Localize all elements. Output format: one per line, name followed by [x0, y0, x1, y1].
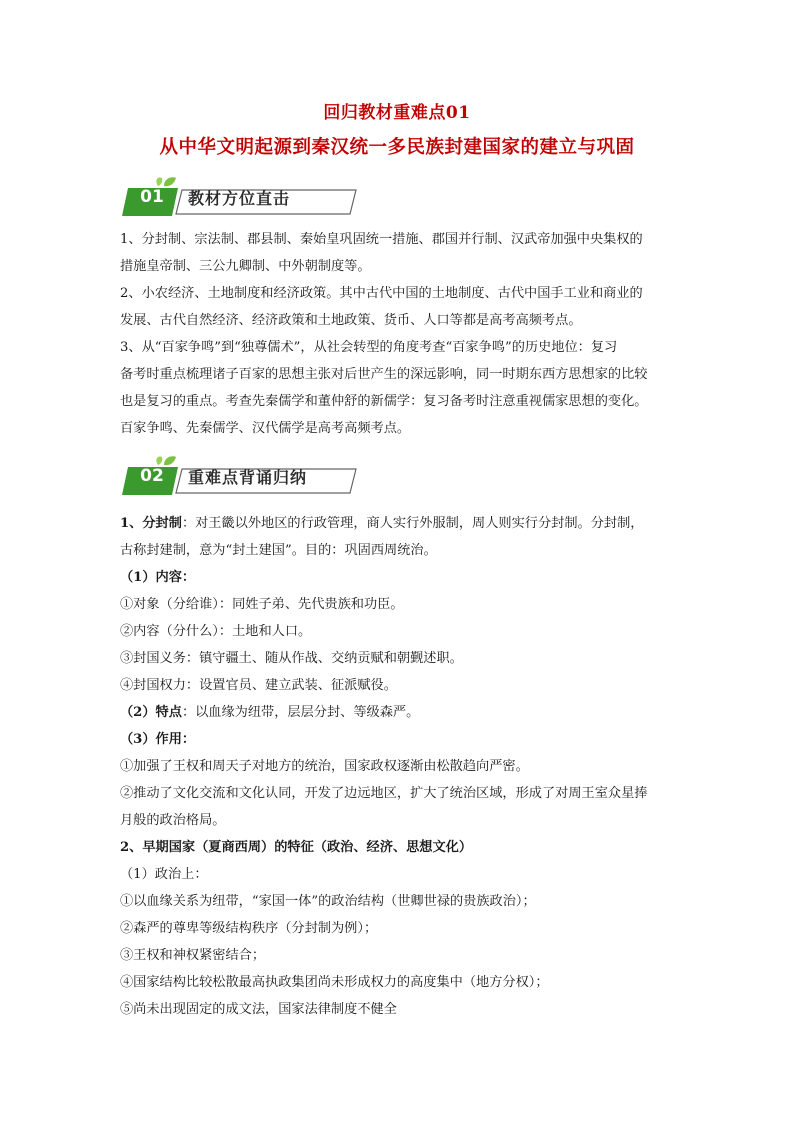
- leaf-icon: [164, 456, 176, 465]
- text-line: 措施皇帝制、三公九卿制、中外朝制度等。: [120, 259, 371, 274]
- text-line: 3、从“百家争鸣”到“独尊儒术”，从社会转型的角度考查“百家争鸣”的历史地位：复习: [120, 340, 618, 355]
- list-item: ①加强了王权和周天子对地方的统治，国家政权逐渐由松散趋向严密。: [120, 759, 529, 774]
- list-item: ①对象（分给谁）：同姓子弟、先代贵族和功臣。: [120, 597, 404, 612]
- doc-subtitle: 从中华文明起源到秦汉统一多民族封建国家的建立与巩固: [159, 137, 635, 158]
- section-title: 重难点背诵归纳: [188, 468, 308, 487]
- section-title: 教材方位直击: [188, 189, 291, 208]
- subheading: （1）内容：: [120, 570, 196, 585]
- list-item: ③王权和神权紧密结合；: [120, 948, 266, 963]
- subheading: （1）政治上：: [120, 867, 208, 882]
- paragraph-feature: （2）特点：以血缘为纽带，层层分封、等级森严。: [120, 705, 420, 720]
- text-line: 发展、古代自然经济、经济政策和土地政策、货币、人口等都是高考高频考点。: [120, 313, 582, 328]
- section1-body: [120, 226, 680, 442]
- list-item: ②内容（分什么）：土地和人口。: [120, 624, 312, 639]
- section-number: 01: [140, 187, 164, 207]
- doc-title: 回归教材重难点01: [323, 103, 471, 123]
- list-item: ⑤尚未出现固定的成文法，国家法律制度不健全: [120, 1002, 397, 1017]
- list-item: ②推动了文化交流和文化认同，开发了边远地区，扩大了统治区域，形成了对周王室众星捧: [120, 786, 648, 801]
- list-item: 月般的政治格局。: [120, 813, 226, 828]
- section-header-1: [120, 176, 360, 218]
- list-item: ②森严的尊卑等级结构秩序（分封制为例）；: [120, 921, 378, 936]
- section2-body: [120, 510, 680, 1023]
- list-item: ④国家结构比较松散最高执政集团尚未形成权力的高度集中（地方分权）；: [120, 975, 549, 990]
- subheading: （3）作用：: [120, 732, 196, 747]
- section-header-2: [120, 455, 360, 497]
- subheading: 2、早期国家（夏商西周）的特征（政治、经济、思想文化）: [120, 840, 473, 855]
- text-line: 2、小农经济、土地制度和经济政策。其中古代中国的土地制度、古代中国手工业和商业的: [120, 286, 643, 301]
- leaf-icon: [164, 177, 176, 186]
- list-item: ③封国义务：镇守疆土、随从作战、交纳贡赋和朝觐述职。: [120, 651, 463, 666]
- section-number: 02: [140, 466, 164, 486]
- text-line: 也是复习的重点。考查先秦儒学和董仲舒的新儒学：复习备考时注意重视儒家思想的变化。: [120, 394, 648, 409]
- paragraph-fengjian: 1、分封制：对王畿以外地区的行政管理，商人实行外服制，周人则实行分封制。分封制，: [120, 516, 644, 531]
- list-item: ④封国权力：设置官员、建立武装、征派赋役。: [120, 678, 397, 693]
- text-line: 百家争鸣、先秦儒学、汉代儒学是高考高频考点。: [120, 421, 411, 436]
- list-item: ①以血缘关系为纽带，“家国一体”的政治结构（世卿世禄的贵族政治）；: [120, 894, 536, 909]
- text-line: 古称封建制，意为“封土建国”。目的：巩固西周统治。: [120, 543, 437, 558]
- text-line: 1、分封制、宗法制、郡县制、秦始皇巩固统一措施、郡国并行制、汉武帝加强中央集权的: [120, 232, 643, 247]
- text-line: 备考时重点梳理诸子百家的思想主张对后世产生的深远影响，同一时期东西方思想家的比较: [120, 367, 648, 382]
